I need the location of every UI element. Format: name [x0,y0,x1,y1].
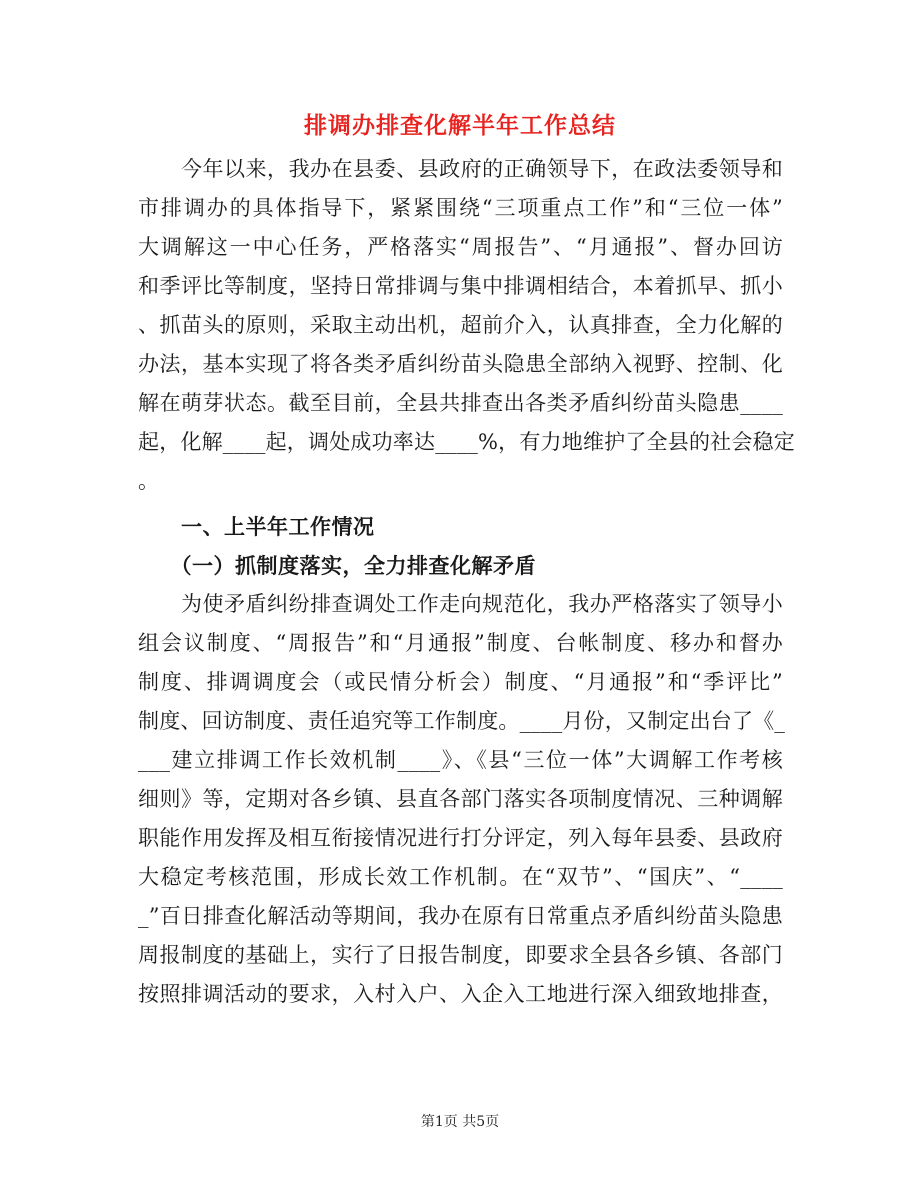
text-line: 组会议制度、“周报告”和“月通报”制度、台帐制度、移办和督办 [138,631,783,655]
text-line: 周报制度的基础上，实行了日报告制度，即要求全县各乡镇、各部门 [138,943,783,967]
text-line: 按照排调活动的要求，入村入户、入企入工地进行深入细致地排查， [138,982,783,1006]
intro-paragraph [138,150,795,501]
text-line: _”百日排查化解活动等期间，我办在原有日常重点矛盾纠纷苗头隐患 [138,904,783,928]
text-line: 起，化解____起，调处成功率达____%，有力地维护了全县的社会稳定 [138,430,795,454]
text-line: 、抓苗头的原则，采取主动出机，超前介入，认真排查，全力化解的 [138,313,783,337]
text-line: 制度、回访制度、责任追究等工作制度。____月份，又制定出台了《_ [138,709,786,733]
section-heading: 一、上半年工作情况 [138,514,375,539]
text-line: 办法，基本实现了将各类矛盾纠纷苗头隐患全部纳入视野、控制、化 [138,352,783,376]
text-line: ___建立排调工作长效机制____》、《县“三位一体”大调解工作考核 [138,748,783,772]
text-line: 和季评比等制度，坚持日常排调与集中排调相结合，本着抓早、抓小 [138,274,783,298]
text-line: 大调解这一中心任务，严格落实“周报告”、“月通报”、督办回访 [138,235,783,259]
text-line: 大稳定考核范围，形成长效工作机制。在“双节”、“国庆”、“____ [138,865,783,889]
text-line: 职能作用发挥及相互衔接情况进行打分评定，列入每年县委、县政府 [138,826,783,850]
document-body [138,150,795,1014]
text-line: 细则》等，定期对各乡镇、县直各部门落实各项制度情况、三种调解 [138,787,783,811]
text-line: 市排调办的具体指导下，紧紧围绕“三项重点工作”和“三位一体” [138,196,783,220]
document-title: 排调办排查化解半年工作总结 [304,112,616,139]
text-line: 为使矛盾纠纷排查调处工作走向规范化，我办严格落实了领导小 [138,592,783,616]
text-line: 制度、排调调度会（或民情分析会）制度、“月通报”和“季评比” [138,670,783,694]
work-paragraph [138,585,786,1014]
text-line: 今年以来，我办在县委、县政府的正确领导下，在政法委领导和 [138,157,783,181]
text-line: 解在萌芽状态。截至目前，全县共排查出各类矛盾纠纷苗头隐患____ [138,391,783,415]
subsection-heading: （一）抓制度落实，全力排查化解矛盾 [138,553,536,578]
page-number: 第1页 共5页 [420,1114,500,1130]
text-line: 。 [138,469,160,493]
